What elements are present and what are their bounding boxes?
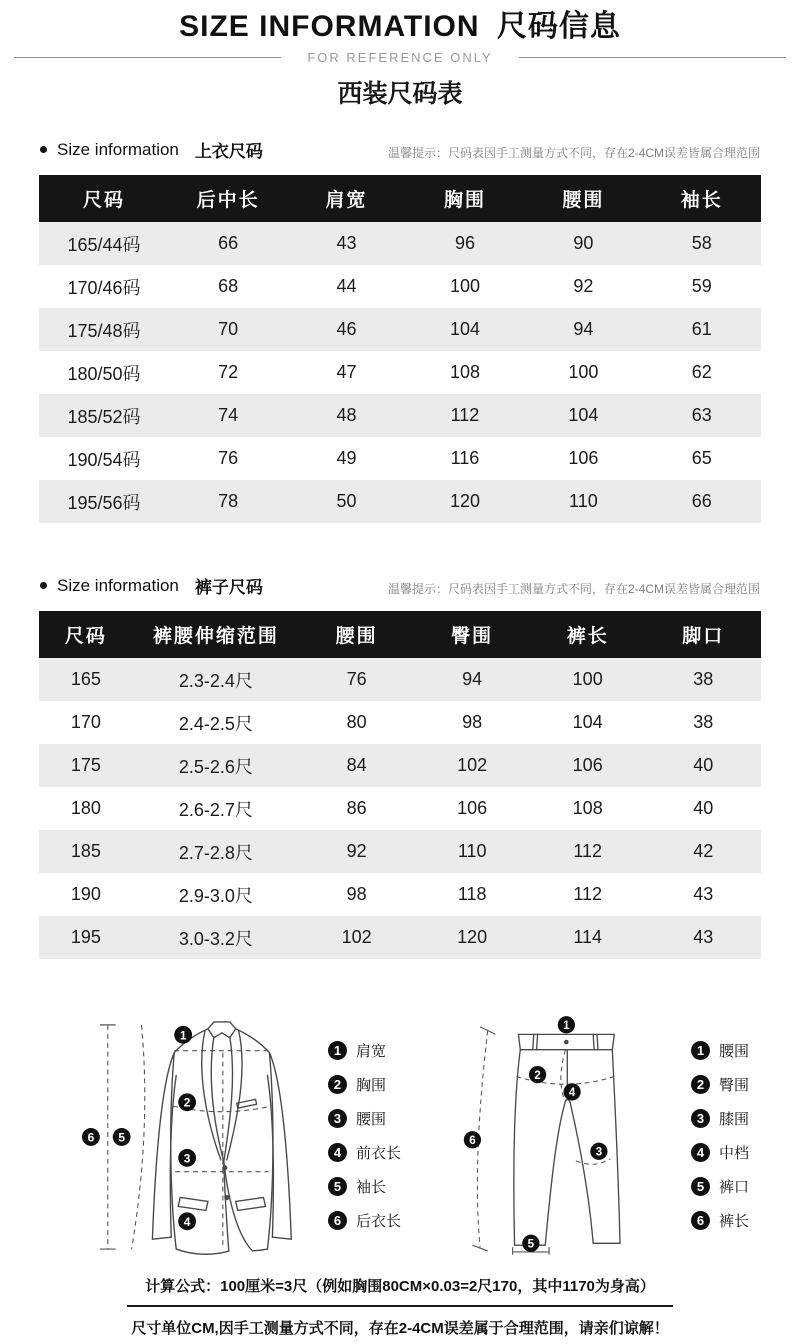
table-cell: 78 bbox=[218, 491, 239, 511]
table-cell: 94 bbox=[573, 319, 594, 339]
table-row bbox=[39, 394, 761, 437]
table-cell: 106 bbox=[568, 448, 599, 468]
table-cell: 65 bbox=[691, 448, 712, 468]
table-cell: 62 bbox=[691, 362, 712, 382]
svg-text:5: 5 bbox=[527, 1238, 535, 1251]
section-label-zh: 裤子尺码 bbox=[194, 578, 263, 597]
table-cell: 116 bbox=[450, 448, 480, 468]
legend-item bbox=[328, 1101, 401, 1135]
table-cell: 120 bbox=[449, 491, 480, 511]
table-cell: 106 bbox=[572, 755, 603, 775]
table-cell: 90 bbox=[573, 233, 594, 253]
table-cell: 112 bbox=[573, 884, 603, 904]
chart-title: 西装尺码表 bbox=[337, 80, 463, 108]
table-cell: 48 bbox=[336, 405, 357, 425]
table-cell: 170/46码 bbox=[67, 277, 141, 298]
column-header: 腰围 bbox=[299, 611, 415, 658]
circled-number-icon: 2 bbox=[328, 1075, 347, 1094]
jacket-marker-icons bbox=[82, 1026, 196, 1230]
table-cell: 50 bbox=[336, 491, 357, 511]
table-cell: 70 bbox=[218, 319, 239, 339]
table-cell: 165/44码 bbox=[67, 234, 141, 255]
table-row bbox=[39, 437, 761, 480]
formula-note: 计算公式：100厘米=3尺（例如胸围80CM×0.03=2尺170，其中1170为身高） bbox=[127, 1275, 673, 1307]
legend-label: 裤长 bbox=[719, 1212, 750, 1230]
table-cell: 100 bbox=[449, 276, 480, 296]
table-cell: 49 bbox=[336, 448, 357, 468]
table-cell: 165 bbox=[70, 669, 101, 689]
table-cell: 102 bbox=[341, 927, 372, 947]
legend-label: 胸围 bbox=[356, 1076, 387, 1094]
suit-size-table bbox=[39, 175, 761, 523]
tolerance-note: 尺寸单位CM,因手工测量方式不同，存在2-4CM误差属于合理范围，请亲们谅解！ bbox=[131, 1320, 669, 1337]
footer-notes bbox=[0, 1275, 800, 1338]
table-cell: 86 bbox=[346, 798, 367, 818]
table-cell: 185/52码 bbox=[67, 406, 141, 427]
legend-item bbox=[691, 1169, 749, 1203]
table-cell: 98 bbox=[346, 884, 367, 904]
table-cell: 3.0-3.2尺 bbox=[178, 928, 253, 949]
table-cell: 180 bbox=[70, 798, 101, 818]
right-rule bbox=[519, 57, 786, 58]
legend-item bbox=[328, 1033, 401, 1067]
section-head-pants bbox=[40, 573, 760, 598]
pants-figure bbox=[459, 1011, 749, 1259]
legend-item bbox=[691, 1203, 749, 1237]
table-cell: 108 bbox=[572, 798, 603, 818]
circled-number-icon: 4 bbox=[691, 1143, 710, 1162]
legend-item bbox=[691, 1135, 749, 1169]
pants-diagram-icon bbox=[459, 1011, 689, 1259]
svg-text:2: 2 bbox=[534, 1069, 541, 1082]
table-cell: 110 bbox=[457, 841, 487, 861]
table-row bbox=[39, 830, 761, 873]
table-row bbox=[39, 744, 761, 787]
table-cell: 74 bbox=[218, 405, 239, 425]
table-cell: 2.5-2.6尺 bbox=[178, 756, 253, 777]
table-cell: 38 bbox=[693, 712, 714, 732]
table-cell: 84 bbox=[346, 755, 367, 775]
jacket-legend bbox=[328, 1033, 401, 1259]
table-cell: 112 bbox=[573, 841, 603, 861]
table-header-row bbox=[39, 175, 761, 222]
table-cell: 44 bbox=[336, 276, 357, 296]
circled-number-icon: 3 bbox=[691, 1109, 710, 1128]
svg-text:4: 4 bbox=[568, 1087, 576, 1100]
section-note: 温馨提示：尺码表因手工测量方式不同，存在2-4CM误差皆属合理范围 bbox=[387, 146, 760, 160]
legend-item bbox=[328, 1203, 401, 1237]
svg-text:1: 1 bbox=[563, 1020, 570, 1033]
section-label-zh: 上衣尺码 bbox=[194, 142, 263, 161]
table-cell: 195/56码 bbox=[67, 492, 141, 513]
left-rule bbox=[14, 57, 281, 58]
legend-label: 裤口 bbox=[719, 1178, 750, 1196]
table-cell: 2.6-2.7尺 bbox=[178, 799, 253, 820]
legend-item bbox=[328, 1067, 401, 1101]
table-cell: 80 bbox=[346, 712, 367, 732]
table-row bbox=[39, 658, 761, 701]
table-cell: 180/50码 bbox=[67, 363, 141, 384]
table-cell: 102 bbox=[457, 755, 488, 775]
table-cell: 2.7-2.8尺 bbox=[178, 842, 253, 863]
jacket-diagram-icon bbox=[78, 1011, 326, 1259]
legend-label: 腰围 bbox=[719, 1042, 750, 1060]
table-cell: 66 bbox=[691, 491, 712, 511]
column-header: 裤腰伸缩范围 bbox=[133, 611, 299, 658]
circled-number-icon: 4 bbox=[328, 1143, 347, 1162]
table-cell: 43 bbox=[336, 233, 357, 253]
page-title-zh: 尺码信息 bbox=[496, 10, 621, 43]
circled-number-icon: 2 bbox=[691, 1075, 710, 1094]
bullet-icon bbox=[40, 146, 47, 153]
svg-text:6: 6 bbox=[469, 1135, 476, 1148]
table-cell: 47 bbox=[336, 362, 357, 382]
legend-item bbox=[691, 1033, 749, 1067]
section-label-en: Size information bbox=[57, 575, 179, 595]
table-cell: 66 bbox=[218, 233, 239, 253]
section-label-tops bbox=[40, 137, 263, 162]
table-cell: 104 bbox=[568, 405, 599, 425]
table-cell: 170 bbox=[70, 712, 101, 732]
svg-text:3: 3 bbox=[183, 1151, 191, 1166]
circled-number-icon: 1 bbox=[691, 1041, 710, 1060]
table-row bbox=[39, 701, 761, 744]
measurement-diagrams bbox=[78, 1011, 800, 1259]
legend-item bbox=[328, 1169, 401, 1203]
column-header: 尺码 bbox=[39, 611, 133, 658]
table-cell: 118 bbox=[457, 884, 487, 904]
legend-item bbox=[691, 1101, 749, 1135]
column-header: 袖长 bbox=[643, 175, 761, 222]
table-cell: 2.9-3.0尺 bbox=[178, 885, 253, 906]
table-cell: 100 bbox=[568, 362, 599, 382]
table-row bbox=[39, 480, 761, 523]
table-cell: 43 bbox=[693, 927, 714, 947]
table-cell: 175 bbox=[70, 755, 101, 775]
table-cell: 94 bbox=[462, 669, 483, 689]
table-cell: 59 bbox=[691, 276, 712, 296]
table-cell: 2.3-2.4尺 bbox=[178, 670, 253, 691]
table-cell: 76 bbox=[346, 669, 367, 689]
legend-label: 前衣长 bbox=[356, 1144, 402, 1162]
table-cell: 92 bbox=[346, 841, 367, 861]
bullet-icon bbox=[40, 582, 47, 589]
table-cell: 100 bbox=[572, 669, 603, 689]
svg-text:4: 4 bbox=[183, 1214, 191, 1229]
reference-text: FOR REFERENCE ONLY bbox=[307, 50, 493, 65]
pants-legend bbox=[691, 1033, 749, 1259]
column-header: 腰围 bbox=[524, 175, 642, 222]
legend-label: 膝围 bbox=[719, 1110, 750, 1128]
jacket-figure bbox=[78, 1011, 401, 1259]
table-cell: 120 bbox=[457, 927, 488, 947]
circled-number-icon: 6 bbox=[691, 1211, 710, 1230]
table-cell: 61 bbox=[691, 319, 712, 339]
column-header: 尺码 bbox=[39, 175, 169, 222]
table-row bbox=[39, 308, 761, 351]
table-cell: 68 bbox=[218, 276, 239, 296]
legend-label: 臀围 bbox=[719, 1076, 750, 1094]
table-cell: 112 bbox=[450, 405, 480, 425]
section-head-tops bbox=[40, 137, 760, 162]
table-cell: 2.4-2.5尺 bbox=[178, 713, 253, 734]
section-note: 温馨提示：尺码表因手工测量方式不同，存在2-4CM误差皆属合理范围 bbox=[387, 582, 760, 596]
table-cell: 96 bbox=[454, 233, 475, 253]
table-cell: 42 bbox=[693, 841, 714, 861]
table-cell: 104 bbox=[572, 712, 603, 732]
circled-number-icon: 5 bbox=[691, 1177, 710, 1196]
section-label-pants bbox=[40, 573, 263, 598]
table-row bbox=[39, 222, 761, 265]
legend-label: 肩宽 bbox=[356, 1042, 387, 1060]
svg-text:1: 1 bbox=[179, 1028, 187, 1043]
table-row bbox=[39, 916, 761, 959]
table-row bbox=[39, 265, 761, 308]
svg-text:2: 2 bbox=[183, 1095, 191, 1110]
table-cell: 185 bbox=[70, 841, 101, 861]
pants-size-table bbox=[39, 611, 761, 959]
table-cell: 72 bbox=[218, 362, 239, 382]
table-cell: 43 bbox=[693, 884, 714, 904]
table-cell: 195 bbox=[70, 927, 101, 947]
circled-number-icon: 3 bbox=[328, 1109, 347, 1128]
table-row bbox=[39, 787, 761, 830]
circled-number-icon: 6 bbox=[328, 1211, 347, 1230]
table-row bbox=[39, 873, 761, 916]
table-cell: 114 bbox=[573, 927, 603, 947]
svg-text:5: 5 bbox=[118, 1130, 125, 1145]
circled-number-icon: 1 bbox=[328, 1041, 347, 1060]
column-header: 胸围 bbox=[406, 175, 524, 222]
page-title bbox=[0, 0, 800, 46]
table-cell: 46 bbox=[336, 319, 357, 339]
table-cell: 98 bbox=[462, 712, 483, 732]
legend-label: 中档 bbox=[719, 1144, 750, 1162]
column-header: 后中长 bbox=[169, 175, 287, 222]
svg-text:3: 3 bbox=[595, 1146, 603, 1159]
column-header: 裤长 bbox=[530, 611, 646, 658]
table-cell: 104 bbox=[449, 319, 480, 339]
table-cell: 58 bbox=[691, 233, 712, 253]
table-cell: 110 bbox=[569, 491, 598, 511]
legend-item bbox=[328, 1135, 401, 1169]
legend-item bbox=[691, 1067, 749, 1101]
page-title-en: SIZE INFORMATION bbox=[179, 10, 480, 43]
table-cell: 190/54码 bbox=[67, 449, 141, 470]
table-cell: 190 bbox=[70, 884, 101, 904]
table-cell: 40 bbox=[693, 755, 714, 775]
column-header: 肩宽 bbox=[287, 175, 405, 222]
svg-text:6: 6 bbox=[87, 1130, 95, 1145]
table-cell: 175/48码 bbox=[67, 320, 141, 341]
table-cell: 76 bbox=[218, 448, 239, 468]
section-label-en: Size information bbox=[57, 139, 179, 159]
table-cell: 63 bbox=[691, 405, 712, 425]
figure-gap bbox=[401, 1011, 459, 1259]
table-row bbox=[39, 351, 761, 394]
column-header: 臀围 bbox=[414, 611, 530, 658]
table-cell: 92 bbox=[573, 276, 594, 296]
table-header-row bbox=[39, 611, 761, 658]
table-cell: 108 bbox=[449, 362, 480, 382]
table-cell: 106 bbox=[457, 798, 488, 818]
circled-number-icon: 5 bbox=[328, 1177, 347, 1196]
legend-label: 袖长 bbox=[356, 1178, 387, 1196]
table-cell: 38 bbox=[693, 669, 714, 689]
legend-label: 后衣长 bbox=[356, 1212, 402, 1230]
reference-row bbox=[14, 50, 786, 65]
legend-label: 腰围 bbox=[356, 1110, 387, 1128]
table-cell: 40 bbox=[693, 798, 714, 818]
column-header: 脚口 bbox=[645, 611, 761, 658]
